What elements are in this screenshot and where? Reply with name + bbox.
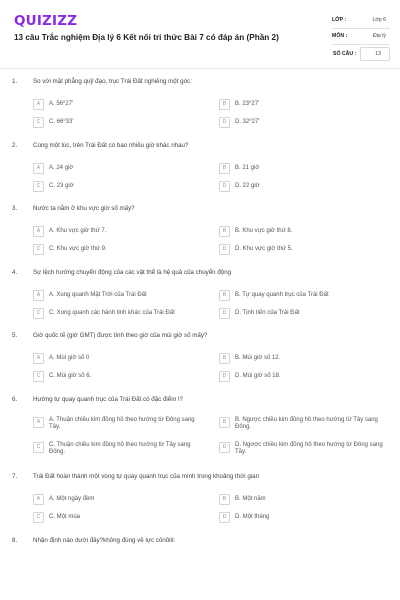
answer-option[interactable] bbox=[33, 181, 197, 194]
option-text: C. 23 giờ bbox=[49, 182, 74, 189]
answer-options bbox=[33, 163, 383, 194]
question-item bbox=[12, 78, 388, 130]
answer-options bbox=[33, 353, 383, 384]
answer-option[interactable] bbox=[219, 512, 383, 525]
question-number: 1. bbox=[12, 78, 18, 85]
option-letter-badge: C bbox=[33, 244, 44, 255]
option-letter-badge: A bbox=[33, 163, 44, 174]
option-text: B. Một năm bbox=[235, 496, 266, 502]
meta-key: MÔN : bbox=[332, 33, 348, 39]
answer-options bbox=[33, 99, 383, 130]
option-text: A. Một ngày đêm bbox=[49, 496, 95, 502]
option-letter-badge: A bbox=[33, 494, 44, 505]
options-row bbox=[33, 99, 383, 112]
options-row bbox=[33, 181, 383, 194]
options-row bbox=[33, 512, 383, 525]
question-header bbox=[12, 78, 388, 90]
answer-option[interactable] bbox=[219, 371, 383, 384]
question-header bbox=[12, 142, 388, 154]
worksheet-header bbox=[0, 0, 400, 64]
question-number: 6. bbox=[12, 395, 18, 403]
question-item bbox=[12, 142, 388, 194]
option-text: C. Thuận chiều kim đồng hồ theo hướng từ Tây sang Đông. bbox=[49, 441, 191, 455]
option-text: B. Tự quay quanh trục của Trái Đất bbox=[235, 291, 329, 298]
option-letter-badge: C bbox=[33, 308, 44, 319]
option-letter-badge: B bbox=[219, 353, 230, 364]
options-row bbox=[33, 244, 383, 257]
option-letter-badge: A bbox=[33, 417, 44, 428]
question-item bbox=[12, 205, 388, 257]
option-letter-badge: A bbox=[33, 290, 44, 301]
answer-option[interactable] bbox=[219, 181, 383, 194]
answer-option[interactable] bbox=[219, 308, 383, 321]
option-text: C. 66⁰33' bbox=[49, 119, 74, 125]
options-row bbox=[33, 442, 383, 462]
question-text: Giờ quốc tế (giờ GMT) được tính theo giờ của múi giờ số mấy? bbox=[33, 332, 208, 339]
answer-option[interactable] bbox=[33, 117, 197, 130]
question-number: 5. bbox=[12, 332, 18, 339]
answer-option[interactable] bbox=[219, 226, 383, 239]
option-text: A. 56⁰27' bbox=[49, 101, 74, 107]
question-text: Nước ta nằm ở khu vực giờ số mấy? bbox=[33, 205, 135, 212]
options-row bbox=[33, 163, 383, 176]
answer-option[interactable] bbox=[219, 442, 383, 462]
answer-option[interactable] bbox=[33, 99, 197, 112]
option-letter-badge: C bbox=[33, 442, 44, 453]
option-letter-badge: C bbox=[33, 181, 44, 192]
meta-key: LỚP : bbox=[332, 17, 347, 23]
options-row bbox=[33, 371, 383, 384]
answer-option[interactable] bbox=[33, 417, 197, 437]
answer-option[interactable] bbox=[219, 353, 383, 366]
option-text: D. 32⁰27' bbox=[235, 119, 260, 125]
question-item bbox=[12, 473, 388, 525]
question-list bbox=[0, 78, 400, 560]
meta-row-subject bbox=[332, 29, 390, 45]
option-text: A. 24 giờ bbox=[49, 164, 74, 171]
answer-option[interactable] bbox=[219, 163, 383, 176]
page-title: 13 câu Trắc nghiệm Địa lý 6 Kết nối tri thức Bài 7 có đáp án (Phần 2) bbox=[14, 33, 279, 42]
option-letter-badge: A bbox=[33, 99, 44, 110]
question-item bbox=[12, 332, 388, 384]
option-text: B. Khu vực giờ thứ 8. bbox=[235, 228, 293, 234]
options-row bbox=[33, 117, 383, 130]
answer-option[interactable] bbox=[33, 163, 197, 176]
option-letter-badge: D bbox=[219, 442, 230, 453]
option-letter-badge: C bbox=[33, 371, 44, 382]
answer-options bbox=[33, 226, 383, 257]
option-letter-badge: A bbox=[33, 226, 44, 237]
answer-option[interactable] bbox=[219, 290, 383, 303]
options-row bbox=[33, 308, 383, 321]
answer-option[interactable] bbox=[33, 244, 197, 257]
option-text: C. Một mùa bbox=[49, 514, 81, 520]
question-header bbox=[12, 332, 388, 344]
answer-option[interactable] bbox=[33, 226, 197, 239]
option-letter-badge: B bbox=[219, 290, 230, 301]
question-text: Cùng một lúc, trên Trái Đất có bao nhiêu giờ khác nhau? bbox=[33, 141, 189, 149]
answer-options bbox=[33, 290, 383, 321]
question-text: Nhận định nào dưới đây?không đúng về lực côriôlit: bbox=[33, 536, 176, 544]
option-text: C. Khu vực giờ thứ 9. bbox=[49, 246, 107, 252]
option-letter-badge: A bbox=[33, 353, 44, 364]
question-header bbox=[12, 269, 388, 281]
option-text: A. Múi giờ số 0 bbox=[49, 355, 90, 361]
answer-option[interactable] bbox=[33, 442, 197, 462]
option-text: B. Múi giờ số 12. bbox=[235, 355, 281, 361]
option-text: D. 22 giờ bbox=[235, 182, 260, 189]
answer-option[interactable] bbox=[33, 308, 197, 321]
answer-option[interactable] bbox=[33, 512, 197, 525]
option-text: A. Thuận chiều kim đồng hồ theo hướng từ Đông sang Tây. bbox=[49, 416, 195, 430]
answer-option[interactable] bbox=[33, 494, 197, 507]
option-text: D. Ngược chiều kim đồng hồ theo hướng từ Đông sang Tây. bbox=[235, 441, 383, 455]
question-header bbox=[12, 205, 388, 217]
option-letter-badge: D bbox=[219, 308, 230, 319]
option-letter-badge: C bbox=[33, 512, 44, 523]
meta-row-class bbox=[332, 13, 390, 29]
answer-option[interactable] bbox=[219, 117, 383, 130]
option-text: B. Ngược chiều kim đồng hồ theo hướng từ Tây sang Đông. bbox=[235, 416, 378, 430]
option-text: D. Múi giờ số 18. bbox=[235, 373, 281, 379]
options-row bbox=[33, 353, 383, 366]
question-item bbox=[12, 269, 388, 321]
answer-option[interactable] bbox=[219, 417, 383, 437]
meta-value: Địa lý bbox=[373, 33, 386, 39]
option-letter-badge: B bbox=[219, 417, 230, 428]
option-text: B. 21 giờ bbox=[235, 164, 260, 171]
question-text: Hướng tự quay quanh trục của Trái Đất có đặc điểm l? bbox=[33, 395, 183, 403]
header-divider bbox=[0, 68, 400, 69]
option-letter-badge: D bbox=[219, 512, 230, 523]
question-header bbox=[12, 396, 388, 408]
meta-value: 13 bbox=[375, 51, 381, 57]
answer-options bbox=[33, 417, 383, 462]
question-header bbox=[12, 473, 388, 485]
option-letter-badge: D bbox=[219, 181, 230, 192]
question-number: 8. bbox=[12, 536, 18, 544]
question-number: 4. bbox=[12, 268, 18, 276]
quizizz-logo: QUIZIZZ bbox=[14, 13, 78, 29]
meta-key: SỐ CÂU : bbox=[333, 51, 357, 57]
question-item bbox=[12, 537, 388, 549]
answer-option[interactable] bbox=[219, 244, 383, 257]
option-letter-badge: D bbox=[219, 371, 230, 382]
question-text: Sự lệch hướng chuyển động của các vật thể là hệ quả của chuyển động bbox=[33, 268, 232, 276]
option-text: B. 23⁰27' bbox=[235, 101, 260, 107]
question-header bbox=[12, 537, 388, 549]
question-number: 3. bbox=[12, 205, 18, 212]
answer-option[interactable] bbox=[33, 353, 197, 366]
option-text: D. Khu vực giờ thứ 5. bbox=[235, 246, 293, 252]
option-letter-badge: B bbox=[219, 226, 230, 237]
answer-options bbox=[33, 494, 383, 525]
answer-option[interactable] bbox=[219, 494, 383, 507]
question-number: 2. bbox=[12, 141, 18, 149]
answer-option[interactable] bbox=[33, 371, 197, 384]
options-row bbox=[33, 290, 383, 303]
options-row bbox=[33, 417, 383, 437]
option-letter-badge: B bbox=[219, 99, 230, 110]
option-text: D. Một tháng bbox=[235, 514, 270, 520]
options-row bbox=[33, 494, 383, 507]
option-text: D. Tịnh tiến của Trái Đất bbox=[235, 309, 300, 316]
option-text: C. Xung quanh các hành tinh khác của Trái Đất bbox=[49, 309, 175, 316]
option-text: A. Khu vực giờ thứ 7. bbox=[49, 228, 107, 234]
option-letter-badge: B bbox=[219, 163, 230, 174]
question-number: 7. bbox=[12, 473, 18, 480]
option-text: A. Xung quanh Mặt Trời của Trái Đất bbox=[49, 291, 147, 298]
question-text: Trái Đất hoàn thành một vòng tự quay quanh trục của mình trong khoảng thời gian bbox=[33, 473, 260, 480]
worksheet-meta bbox=[332, 13, 390, 61]
option-letter-badge: D bbox=[219, 244, 230, 255]
answer-option[interactable] bbox=[33, 290, 197, 303]
meta-row-count bbox=[333, 47, 390, 61]
question-item bbox=[12, 396, 388, 462]
option-letter-badge: D bbox=[219, 117, 230, 128]
meta-value: Lớp 6 bbox=[372, 17, 386, 23]
option-letter-badge: B bbox=[219, 494, 230, 505]
answer-option[interactable] bbox=[219, 99, 383, 112]
question-text: So với mặt phẳng quỹ đạo, trục Trái Đất nghiêng một góc: bbox=[33, 78, 192, 85]
option-text: C. Múi giờ số 6. bbox=[49, 373, 92, 379]
options-row bbox=[33, 226, 383, 239]
option-letter-badge: C bbox=[33, 117, 44, 128]
